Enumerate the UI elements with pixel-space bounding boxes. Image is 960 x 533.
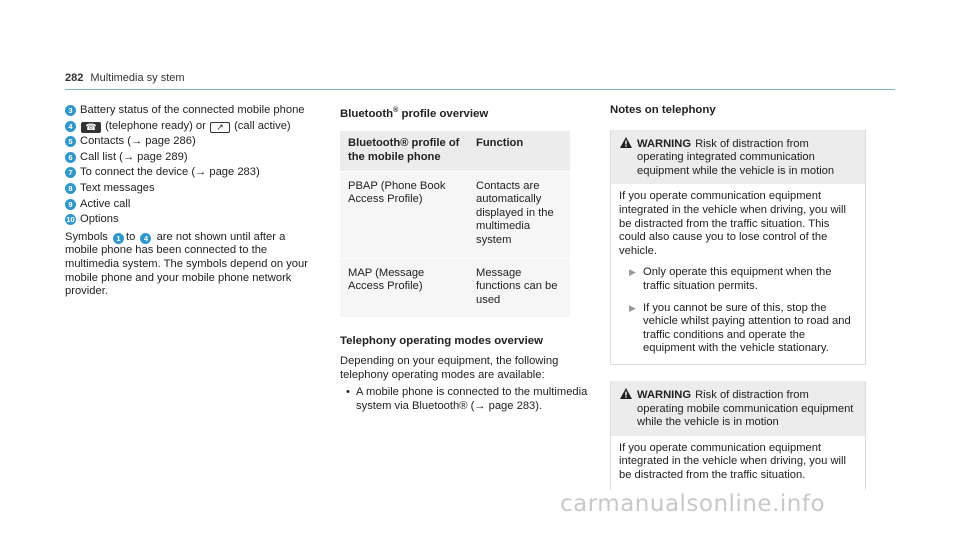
- list-item-text: Contacts (→ page 286): [80, 135, 196, 148]
- number-badge: 4: [65, 121, 76, 132]
- list-item: [619, 302, 857, 356]
- symbols-paragraph: [65, 231, 320, 299]
- bullet-icon: •: [346, 386, 350, 399]
- table-header-row: [340, 131, 570, 171]
- list-item-text: Call list (→ page 289): [80, 150, 188, 163]
- arrow-icon: ▶: [629, 302, 636, 313]
- number-badge: 1: [113, 233, 124, 244]
- list-item-text: To connect the device (→ page 283): [80, 166, 260, 179]
- arrow-icon: ▶: [629, 267, 636, 278]
- warning-label: WARNING: [637, 137, 692, 150]
- bt-profile-heading: [340, 104, 596, 121]
- warning-box: [610, 381, 866, 491]
- table-cell: Message functions can be used: [468, 258, 570, 317]
- list-item-text: Text messages: [80, 181, 155, 194]
- table-header-cell: Function: [468, 131, 570, 171]
- para-text: Symbols: [65, 230, 108, 243]
- list-item: [65, 104, 320, 118]
- number-badge: 8: [65, 183, 76, 194]
- warning-header: [611, 130, 865, 185]
- page-section-title: Multimedia sy stem: [90, 72, 185, 84]
- bullet-text: A mobile phone is connected to the multimedia system via Bluetooth® (→ page 283).: [356, 386, 588, 412]
- number-badge: 6: [65, 152, 76, 163]
- number-badge: 9: [65, 199, 76, 210]
- list-item: [65, 166, 320, 180]
- call-active-icon: ↗: [210, 122, 230, 133]
- notes-column: [610, 104, 866, 490]
- step-text: Only operate this equipment when the traffic situation permits.: [643, 266, 832, 292]
- table-cell: Contacts are automatically displayed in the multimedia system: [468, 171, 570, 258]
- number-badge: 5: [65, 136, 76, 147]
- heading-text: Bluetooth: [340, 107, 394, 120]
- warning-body: [611, 184, 865, 364]
- warning-body: [611, 436, 865, 491]
- list-item: [65, 198, 320, 212]
- number-badge: 7: [65, 167, 76, 178]
- warning-triangle-icon: [620, 137, 632, 148]
- warning-header: [611, 381, 865, 436]
- warning-text: If you operate communication equipment integrated in the vehicle when driving, you will be distracted from the traffic situation. This could also cause you to lose control of the vehicle.: [619, 190, 846, 257]
- table-header-cell: Bluetooth® profile of the mobile phone: [340, 131, 468, 171]
- table-row: [340, 171, 570, 258]
- list-item: [65, 213, 320, 227]
- list-item-text: Active call: [80, 197, 131, 210]
- modes-heading: Telephony operating modes overview: [340, 335, 543, 348]
- list-item-text-part: (telephone ready) or: [102, 119, 209, 132]
- modes-paragraph: Depending on your equipment, the following telephony operating modes are available:: [340, 354, 559, 381]
- list-item: [65, 120, 320, 134]
- notes-heading: Notes on telephony: [610, 104, 716, 116]
- list-item: [619, 266, 857, 293]
- number-badge: 10: [66, 215, 75, 225]
- list-item: [65, 151, 320, 165]
- bt-profile-table: [340, 131, 570, 317]
- page-number: 282: [65, 72, 84, 84]
- legend-column: [65, 104, 320, 299]
- warning-label: WARNING: [637, 388, 692, 401]
- page-header: [65, 72, 185, 86]
- list-item-text: [80, 120, 291, 134]
- watermark-text: carmanualsonline.info: [560, 491, 826, 517]
- number-badge: 4: [140, 233, 151, 244]
- table-cell: MAP (Message Access Profile): [340, 258, 468, 317]
- warning-text: If you operate communication equipment integrated in the vehicle when driving, you will be distracted from the traffic situation.: [619, 441, 846, 481]
- warning-triangle-icon: [620, 388, 632, 399]
- list-item-text-part: (call active): [230, 119, 291, 132]
- warning-title: Risk of distraction from operating mobile communication equipment while the vehicle is in motion: [637, 388, 854, 429]
- heading-text: profile overview: [398, 107, 489, 120]
- telephone-ready-icon: ☎: [81, 122, 101, 133]
- step-text: If you cannot be sure of this, stop the vehicle whilst paying attention to road and traffic conditions and operate the equipment with the vehicle stationary.: [643, 301, 851, 355]
- number-badge: 3: [65, 105, 76, 116]
- header-divider: [65, 89, 895, 90]
- heading-sup: ®: [393, 107, 399, 114]
- table-row: [340, 258, 570, 317]
- list-item: [65, 182, 320, 196]
- warning-title: Risk of distraction from operating integrated communication equipment while the vehicle is in motion: [637, 137, 835, 177]
- para-text: to: [126, 230, 136, 243]
- para-text: are not shown until after a mobile phone has been connected to the multimedia system. The symbols depend on your mobile phone and your mobile phone network provider.: [65, 230, 308, 298]
- list-item: [65, 135, 320, 149]
- list-item: [340, 386, 596, 413]
- list-item-text: Battery status of the connected mobile phone: [80, 104, 305, 116]
- bluetooth-column: [340, 104, 596, 413]
- warning-box: [610, 130, 866, 365]
- table-cell: PBAP (Phone Book Access Profile): [340, 171, 468, 258]
- list-item-text: Options: [80, 213, 119, 226]
